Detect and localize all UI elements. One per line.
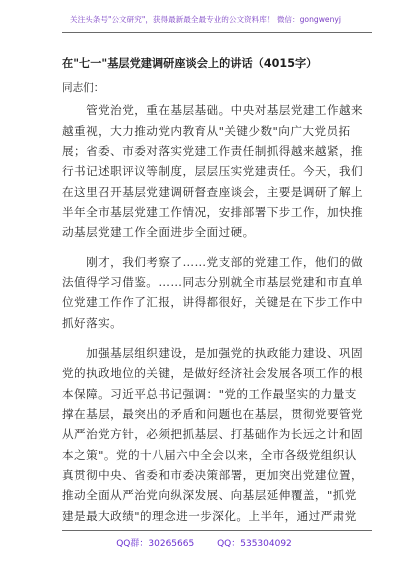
body-line: 本之策"。党的十八届六中全会以来，全市各级党组织认 bbox=[62, 448, 357, 462]
body-line: 位党建工作作了汇报，讲得都很好，关键是在下步工作中 bbox=[62, 295, 364, 309]
body-line: 抓好落实。 bbox=[62, 316, 123, 330]
body-line: 展；省委、市委对落实党建工作责任制抓得越来越紧，推 bbox=[62, 144, 364, 158]
body-line: 加强基层组织建设，是加强党的执政能力建设、巩固 bbox=[62, 346, 364, 360]
body-line: 本保障。习近平总书记强调："党的工作最坚实的力量支 bbox=[62, 387, 357, 401]
header-divider bbox=[62, 32, 372, 33]
footer-divider bbox=[62, 530, 372, 531]
body-line: 越重视，大力推动党内教育从"关键少数"向广大党员拓 bbox=[62, 124, 351, 138]
body-line: 撑在基层，最突出的矛盾和问题也在基层，贯彻党要管党 bbox=[62, 407, 364, 421]
body-line: 半年全市基层党建工作情况，安排部署下步工作，加快推 bbox=[62, 205, 364, 219]
footer-contact bbox=[0, 536, 408, 549]
body-line: 法值得学习借鉴。……同志分别就全市基层党建和市直单 bbox=[62, 275, 364, 289]
body-line: 从严治党方针，必须把抓基层、打基础作为长远之计和固 bbox=[62, 427, 364, 441]
qq-number: QQ：535304092 bbox=[217, 539, 292, 549]
header-promo-note: 关注头条号"公文研究"，获得最新最全最专业的公文资料库！ 微信：gongwenyj bbox=[70, 15, 342, 24]
body-line: 刚才，我们考察了……党支部的党建工作，他们的做 bbox=[62, 255, 364, 269]
body-line: 推动全面从严治党向纵深发展、向基层延伸覆盖，"抓党 bbox=[62, 488, 357, 502]
body-line: 行书记述职评议等制度，层层压实党建责任。今天，我们 bbox=[62, 164, 364, 178]
document-title: 在"七一"基层党建调研座谈会上的讲话（4015字） bbox=[62, 57, 318, 70]
salutation: 同志们： bbox=[62, 82, 105, 94]
body-line: 动基层党建工作全面进步全面过硬。 bbox=[62, 225, 255, 239]
body-line: 党的执政地位的关键，是做好经济社会发展各项工作的根 bbox=[62, 366, 364, 380]
body-line: 在这里召开基层党建调研督查座谈会，主要是调研了解上 bbox=[62, 185, 364, 199]
body-line: 管党治党，重在基层基础。中央对基层党建工作越来 bbox=[62, 103, 364, 117]
body-line: 建是最大政绩"的理念进一步深化。上半年，通过严肃党 bbox=[62, 509, 357, 523]
body-line: 真贯彻中央、省委和市委决策部署，更加突出党建位置， bbox=[62, 468, 364, 482]
qq-group-number: QQ群：30265665 bbox=[116, 539, 195, 549]
